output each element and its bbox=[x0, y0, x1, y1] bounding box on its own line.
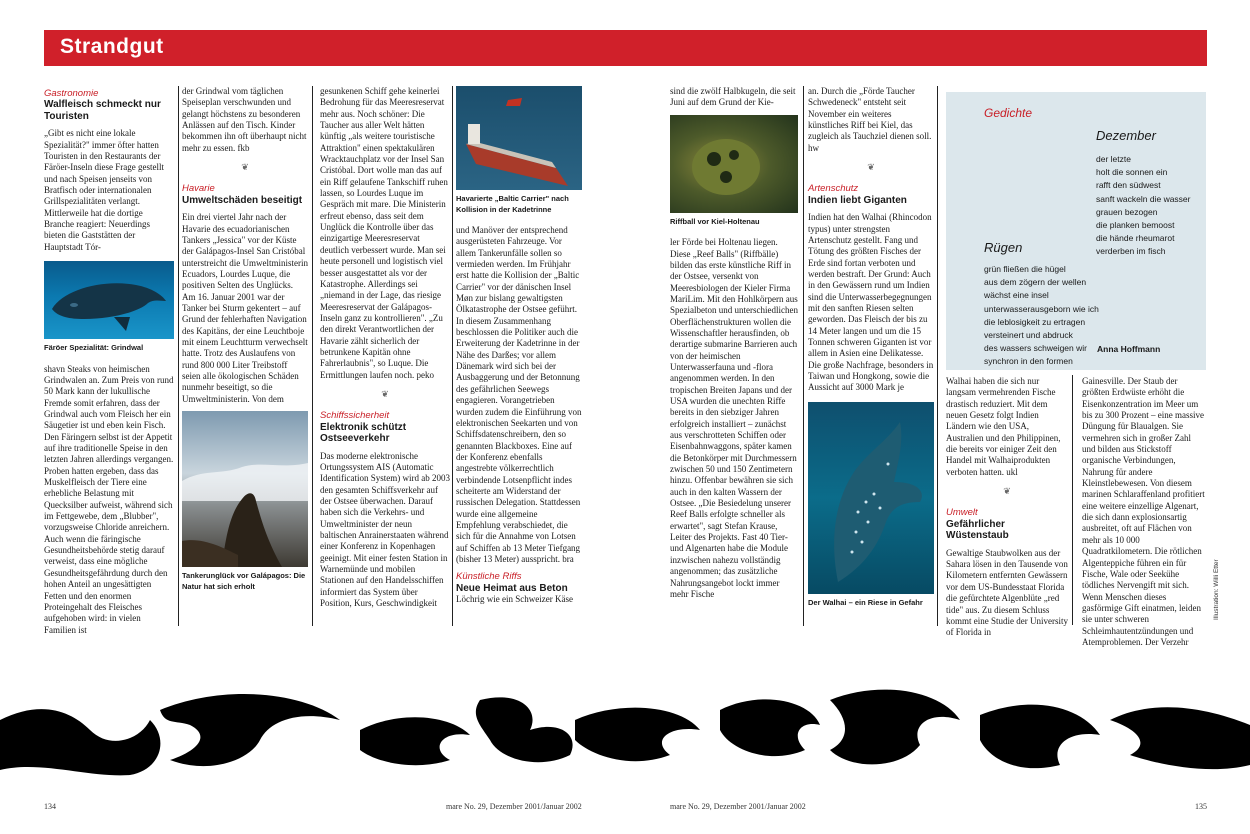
poem-line: unterwasserausgeborn wie ich bbox=[984, 303, 1099, 314]
issue-line-left: mare No. 29, Dezember 2001/Januar 2002 bbox=[446, 802, 582, 811]
column-4 bbox=[456, 86, 582, 606]
column-rule bbox=[1072, 375, 1073, 625]
section-title: Strandgut bbox=[60, 35, 164, 58]
article-text: shavn Steaks von heimischen Grindwalen an. Zum Preis von rund 50 Mark kann der lukullische Fremde somit erfahren, dass der Grindwal auch vom Fleisch her ein Säugetier ist und eben kein Fisch. Den Färingern selbst ist der Appetit auf ihre traditionelle Speise in den letzten Jahren allerdings vergangen. Proben hatten ergeben, dass das Muskelfleisch der Tiere eine erhebliche Belastung mit Quecksilber aufweist, während sich im Fettgewebe, dem „Blubber", vorzugsweise Chloride anreichern. Auch wenn die färingische Gesundheitsbehörde stetig darauf verweist, dass eine mögliche Gesundheitsgefährdung durch den hohen Anteil an ungesättigten Fetten und den enormen Proteingehalt des Fleisches aufgehoben wird: in vielen Familien ist bbox=[44, 363, 174, 635]
poem-line: die planken bemoost bbox=[1096, 220, 1175, 230]
poem-line: synchron in den formen bbox=[984, 356, 1073, 367]
ornament-icon: ❦ bbox=[1003, 486, 1011, 497]
article-text: Gainesville. Der Staub der größten Erdwüste erhöht die Eisenkonzentration im Meer um bis zu 300 Prozent – eine massive Düngung für Blaualgen. Sie vermehren sich in großer Zahl und bilden aus Stickstoff organische Verbindungen, Nahrung für andere Kleinstlebewesen. Von diesem marinen Schlaraffenland profitiert eine weitere einzellige Algenart, die sich dann explosionsartig ausbreitet, oft auf Flächen von mehr als 10 000 Quadratkilometern. Die rötlichen Algenteppiche führen ein für Fische, Wale oder Seekühe tödliches Nervengift mit sich. Wenn Menschen dieses gasförmige Gift einatmen, leiden sie unter schweren Schleimhautentzündungen und Atemproblemen. Der Verzehr bbox=[1082, 376, 1205, 647]
illustration-credit: Illustration: Willi Etter bbox=[1213, 559, 1220, 620]
whale-shark-illustration bbox=[808, 402, 934, 594]
page-number-left: 134 bbox=[44, 802, 56, 811]
reef-ball-illustration bbox=[670, 115, 798, 213]
article-text: „Gibt es nicht eine lokale Spezialität?" immer öfter hatten Touristen in den Restaurants der Färöer-Inseln diese Frage gestellt und nach Speisen jenseits von Bratfisch oder internationalen Grillspezialitäten verlangt. Mittlerweile hat die dortige Branche reagiert: Neuerdings bieten die Gaststätten der Hauptstadt Tór- bbox=[44, 128, 165, 252]
column-rule bbox=[803, 86, 804, 626]
article-text: Das moderne elektronische Ortungssystem AIS (Automatic Identification System) wird ab 2003 den gesamten Schiffsverkehr auf der Ostsee überwachen. Darauf haben sich die Verkehrs- und Umweltminister der neun baltischen Anrainerstaaten während einer Konferenz in Kopenhagen geeinigt. Mit einer festen Station in Warnemünde und mobilen Stationen auf den Handelsschiffen informiert das System über Position, Kurs, Geschwindigkeit bbox=[320, 450, 450, 609]
ornament-icon: ❦ bbox=[867, 162, 875, 173]
poem-line: aus dem zögern der wellen bbox=[984, 277, 1087, 288]
poem-line: der letzte bbox=[1096, 154, 1131, 164]
poem-line: sanft wackeln die wasser bbox=[1096, 193, 1191, 204]
article-headline: Neue Heimat aus Beton bbox=[456, 582, 568, 594]
poem-section-title: Gedichte bbox=[984, 106, 1033, 120]
article-text: und Manöver der entsprechend ausgerüsteten Fahrzeuge. Vor allem Tankerunfälle sollen so vermieden werden. Im Frühjahr erst hatte die Kollision der „Baltic Carrier" vor der dänischen Insel Møn zur bislang gewaltigsten Ölkatastrophe der Ostsee geführt. In diesem Zusammenhang beschlossen die Politiker auch die Erweiterung der Kadetrinne in der Nähe des Darßes; vor allem Dänemark wird sich bei der Ausbaggerung und der Betonnung des gefährlichen Seewegs engagieren. Vorangetrieben wurden zudem die Einführung von elektronischen Seekarten und von Schiffsdatenschreibern, den so genannten Blackboxes. Eine auf der Konferenz ebenfalls angestrebte völkerrechtlich verbindende Lotsenpflicht indes scheiterte am Widerstand der russischen Delegation. Stattdessen wurde eine allgemeine Empfehlung verabschiedet, die sich für die Annahme von Lotsen auf Schiffen ab 13 Meter Tiefgang (bisher 13 Meter) ausspricht. bra bbox=[456, 225, 582, 564]
poem-title: Dezember bbox=[1096, 128, 1156, 143]
column-rule bbox=[312, 86, 313, 626]
pilot-whale-photo bbox=[44, 261, 174, 339]
issue-line-right: mare No. 29, Dezember 2001/Januar 2002 bbox=[670, 802, 806, 811]
article-headline: Walfleisch schmeckt nur Touristen bbox=[44, 99, 161, 122]
poem-line: grauen bezogen bbox=[1096, 206, 1158, 217]
column-7 bbox=[946, 376, 1068, 639]
article-headline: Indien liebt Giganten bbox=[808, 194, 907, 206]
column-rule bbox=[937, 86, 938, 626]
article-headline: Umweltschäden beseitigt bbox=[182, 194, 303, 206]
sea-lion-illustration bbox=[182, 411, 308, 567]
article-text: an. Durch die „Förde Taucher Schwedeneck" entsteht seit November ein weiteres künstliches Riff bei Kiel, das zugleich als Tauchziel dienen soll. hw bbox=[808, 86, 932, 153]
article-text: Walhai haben die sich nur langsam vermehrenden Fische drastisch reduziert. Mit dem neuen Gesetz folgt Indien Ländern wie den USA, Australien und den Philippinen, die bereits vor einiger Zeit den Handel mit Walhaiprodukten verboten hatten. ukl bbox=[946, 376, 1061, 477]
wave-illustration bbox=[0, 680, 1250, 780]
poem-author: Anna Hoffmann bbox=[1097, 344, 1161, 354]
poem-line: wächst eine insel bbox=[984, 290, 1049, 301]
column-3 bbox=[320, 86, 450, 609]
photo-caption: Färöer Spezialität: Grindwal bbox=[44, 343, 144, 353]
poem-line: versteinert und abdruck bbox=[984, 330, 1073, 340]
article-category: Artenschutz bbox=[808, 183, 859, 195]
poem-box bbox=[946, 92, 1206, 370]
poem-line: des wassers schweigen wir bbox=[984, 343, 1087, 354]
article-text: der Grindwal vom täglichen Speiseplan verschwunden und gelangt höchstens zu besonderen Anlässen auf den Tisch. Kinder bekommen ihn oft überhaupt nicht mehr zu essen. fkb bbox=[182, 86, 307, 153]
article-text: gesunkenen Schiff gehe keinerlei Bedrohung für das Meeresreservat mehr aus. Noch schöner: Die Taucher aus aller Welt hätten künftig „als weitere touristische Attraktion" einen spektakulären Wracktauchplatz vor der Insel San Cristóbal. Dort wolle man das auf ein Riff gelaufene Tankschiff ruhen lassen, so Lourdes Luque im Gespräch mit mare. Die Ministerin erfreut ebenso, dass seit dem Unglück die Kontrolle über das einzigartige Meeresreservat deutlich verbessert wurde. Man sei heute personell und logistisch viel besser ausgestattet als vor der Katastrophe. Allerdings sei „niemand in der Lage, das riesige Meeresreservat der Galápagos-Inseln ganz zu kontrollieren". „Zu den direkt Verantwortlichen der Havarie zählt sicherlich der betrunkene Kapitän ohne Fahrerlaubnis", so Luque. Die Ermittlungen laufen noch. peko bbox=[320, 86, 448, 380]
photo-caption: Der Walhai – ein Riese in Gefahr bbox=[808, 597, 923, 607]
sea-lion-photo bbox=[182, 411, 308, 567]
article-category: Künstliche Riffs bbox=[456, 571, 522, 583]
poem-title: Rügen bbox=[984, 240, 1023, 255]
article-headline: Elektronik schützt Ostseeverkehr bbox=[320, 421, 407, 445]
article-category: Gastronomie bbox=[44, 88, 99, 99]
column-rule bbox=[178, 86, 179, 626]
whale-illustration bbox=[44, 261, 174, 339]
article-text: Gewaltige Staubwolken aus der Sahara lösen in den Tausende von Kilometern entfernten Gewässern vor dem US-Bundesstaat Florida die gefürchtete Algenblüte „red tide" aus. Zu diesem Schluss kommt eine Studie der University of Florida in bbox=[946, 547, 1068, 638]
whale-shark-photo bbox=[808, 402, 934, 594]
reef-ball-photo bbox=[670, 115, 798, 213]
ornament-icon: ❦ bbox=[381, 388, 389, 399]
column-2 bbox=[182, 86, 308, 602]
article-text: Indien hat den Walhai (Rhincodon typus) unter strengsten Artenschutz gestellt. Fang und Tötung des größten Fisches der Erde sind fortan verboten und werden bestraft. Der Grund: Auch in den Gewässern rund um Indien sind die Unterwasserbegegnungen mit den sanften Riesen selten geworden. Das Fleisch der bis zu 14 Meter langen und um die 15 Tonnen schweren Giganten ist vor allem in Asien eine Delikatesse. Die große Nachfrage, besonders in Taiwan und Hongkong, sowie die Aussicht auf 3000 Mark je bbox=[808, 212, 934, 393]
article-category: Havarie bbox=[182, 183, 215, 195]
poem-line: rafft den südwest bbox=[1096, 180, 1161, 191]
poem-line: grün fließen die hügel bbox=[984, 264, 1066, 274]
article-category: Schiffssicherheit bbox=[320, 410, 390, 422]
column-rule bbox=[452, 86, 453, 626]
article-text: sind die zwölf Halbkugeln, die seit Juni auf dem Grund der Kie- bbox=[670, 86, 796, 108]
section-banner bbox=[44, 30, 1207, 66]
column-1 bbox=[44, 86, 174, 636]
article-text: ler Förde bei Holtenau liegen. Diese „Reef Balls" (Riffbälle) bilden das erste künstliche Riff in der Ostsee, versenkt von Meeresbiologen der Kieler Firma MariLim. Mit den Hohlkörpern aus Spezialbeton und unterschiedlichen Oberflächenstrukturen wollen die Wissenschaftler herausfinden, ob derartige submarine Barrieren auch von der heimischen Unterwasserfauna und -flora angenommen werden. In den tropischen Breiten Japans und der USA wurden die unechten Riffe bereits in den siebziger Jahren erfolgreich installiert – zunächst aus verschrotteten Schiffen oder Eisenbahnwaggons, später kamen die Betonkörper mit Durchmessern zwischen 50 und 150 Zentimetern hinzu. Offenbar bewähren sie sich auch in den kalten Wassern der Ostsee. „Die Besiedelung unserer Reef Balls erfolgte schneller als erwartet", sagt Stefan Krause, Leiter des Projekts. Fast 40 Tier- und Algenarten habe die Module inzwischen nahezu vollständig angenommen; das zusätzliche Nahrungsangebot lockt immer mehr Fische bbox=[670, 237, 798, 599]
page-number-right: 135 bbox=[1195, 802, 1207, 811]
column-8 bbox=[1082, 376, 1206, 648]
tanker-photo bbox=[456, 86, 582, 190]
article-text: Löchrig wie ein Schweizer Käse bbox=[456, 594, 573, 605]
ornament-icon: ❦ bbox=[241, 162, 249, 173]
article-category: Umwelt bbox=[946, 507, 978, 519]
column-5 bbox=[670, 86, 798, 600]
photo-caption: Riffball vor Kiel-Holtenau bbox=[670, 216, 760, 226]
article-headline: Gefährlicher Wüstenstaub bbox=[946, 518, 1009, 542]
photo-caption: Havarierte „Baltic Carrier" nach Kollision in der Kadetrinne bbox=[456, 194, 569, 214]
tanker-illustration bbox=[456, 86, 582, 190]
poem-line: die leblosigkeit zu ertragen bbox=[984, 316, 1086, 327]
poem-line: die hände rheumarot bbox=[1096, 233, 1175, 244]
photo-caption: Tankerunglück vor Galápagos: Die Natur hat sich erholt bbox=[182, 571, 306, 591]
poem-line: holt die sonnen ein bbox=[1096, 167, 1168, 178]
article-text: Ein drei viertel Jahr nach der Havarie des ecuadorianischen Tankers „Jessica" vor der Küste der Galápagos-Insel San Cristóbal unterstreicht die Umweltministerin Ecuadors, Lourdes Luque, die positiven Selten des Unglücks. Am 16. Januar 2001 war der Tanker bei Sturm gekentert – auf Grund der fehlerhaften Navigation des Kapitäns, der eine Leuchtboje mit einem Leuchtturm verwechselt hatte. Trotz des Auslaufens von rund 800 000 Liter Treibstoff seien alle ökologischen Schäden nunmehr beseitigt, so die Umweltministerin. Von dem bbox=[182, 212, 308, 404]
poem-line: verderben im fisch bbox=[1096, 246, 1166, 257]
column-6 bbox=[808, 86, 934, 618]
